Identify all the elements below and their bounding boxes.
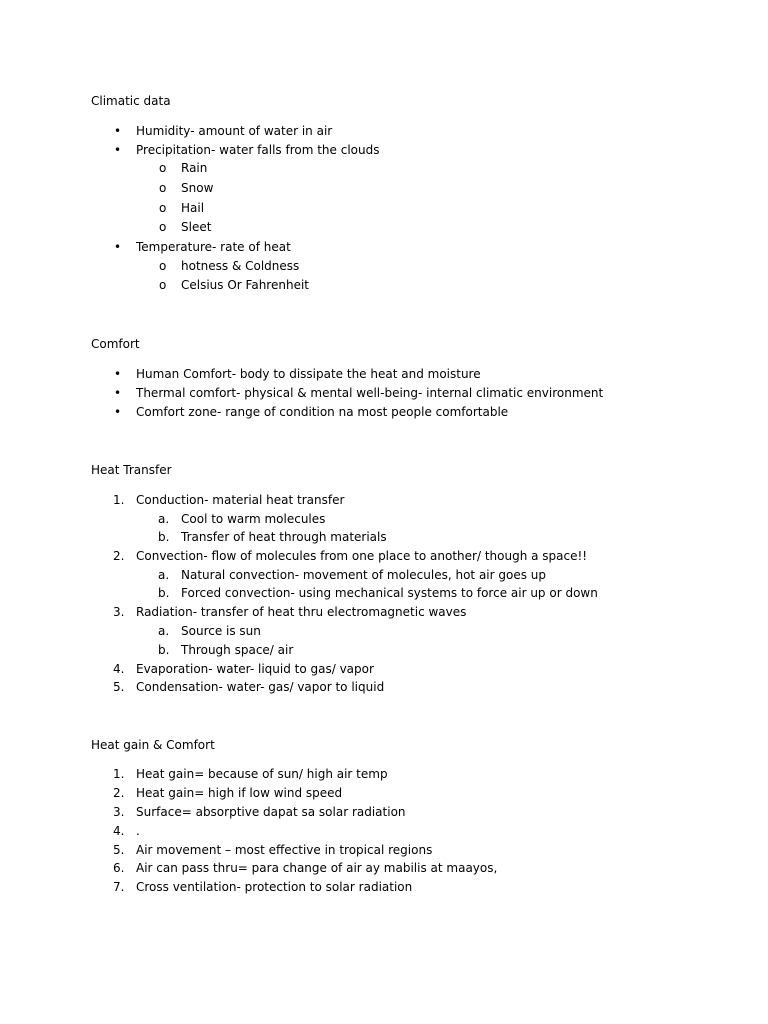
letter-marker: a. [158, 624, 170, 638]
number-marker: 4. [113, 824, 125, 838]
letter-marker: b. [158, 530, 170, 544]
list-item-text: Precipitation- water falls from the clouds [136, 143, 380, 157]
number-marker: 1. [113, 767, 125, 781]
list-item-text: Conduction- material heat transfer [136, 493, 345, 507]
sub-list-item-text: Hail [181, 201, 205, 215]
sub-list-item-text: Rain [181, 161, 208, 175]
list-item-text: Condensation- water- gas/ vapor to liquid [136, 680, 385, 694]
list-item-text: Air can pass thru= para change of air ay mabilis at maayos, [136, 861, 498, 875]
number-marker: 3. [113, 805, 125, 819]
sub-list-item-text: Sleet [181, 220, 212, 234]
sub-bullet-marker: o [159, 201, 167, 215]
bullet-marker: • [114, 405, 122, 419]
section-heading-comfort: Comfort [91, 337, 140, 351]
list-item-text: Comfort zone- range of condition na most people comfortable [136, 405, 509, 419]
letter-marker: b. [158, 586, 170, 600]
section-heading-climatic-data: Climatic data [91, 94, 171, 108]
number-marker: 7. [113, 880, 125, 894]
letter-marker: a. [158, 568, 170, 582]
sub-bullet-marker: o [159, 259, 167, 273]
sub-list-item-text: Snow [181, 181, 214, 195]
number-marker: 2. [113, 786, 125, 800]
list-item-text: Temperature- rate of heat [136, 240, 291, 254]
bullet-marker: • [114, 143, 122, 157]
sub-list-item-text: Source is sun [181, 624, 261, 638]
sub-list-item-text: Cool to warm molecules [181, 512, 326, 526]
list-item-text: Cross ventilation- protection to solar radiation [136, 880, 413, 894]
sub-bullet-marker: o [159, 278, 167, 292]
section-heading-heat-gain-comfort: Heat gain & Comfort [91, 738, 215, 752]
bullet-marker: • [114, 124, 122, 138]
list-item-text: Humidity- amount of water in air [136, 124, 333, 138]
number-marker: 5. [113, 843, 125, 857]
number-marker: 3. [113, 605, 125, 619]
sub-list-item-text: hotness & Coldness [181, 259, 300, 273]
bullet-marker: • [114, 240, 122, 254]
sub-bullet-marker: o [159, 161, 167, 175]
list-item-text: Human Comfort- body to dissipate the heat and moisture [136, 367, 481, 381]
letter-marker: b. [158, 643, 170, 657]
sub-bullet-marker: o [159, 220, 167, 234]
list-item-text: Surface= absorptive dapat sa solar radiation [136, 805, 406, 819]
list-item-text: Heat gain= high if low wind speed [136, 786, 343, 800]
list-item-text: Air movement – most effective in tropical regions [136, 843, 433, 857]
sub-bullet-marker: o [159, 181, 167, 195]
list-item-text: . [136, 824, 140, 838]
bullet-marker: • [114, 386, 122, 400]
list-item-text: Heat gain= because of sun/ high air temp [136, 767, 388, 781]
sub-list-item-text: Forced convection- using mechanical systems to force air up or down [181, 586, 598, 600]
number-marker: 6. [113, 861, 125, 875]
sub-list-item-text: Through space/ air [181, 643, 294, 657]
number-marker: 5. [113, 680, 125, 694]
number-marker: 2. [113, 549, 125, 563]
section-heading-heat-transfer: Heat Transfer [91, 463, 172, 477]
bullet-marker: • [114, 367, 122, 381]
list-item-text: Radiation- transfer of heat thru electromagnetic waves [136, 605, 467, 619]
list-item-text: Convection- flow of molecules from one place to another/ though a space!! [136, 549, 588, 563]
number-marker: 1. [113, 493, 125, 507]
letter-marker: a. [158, 512, 170, 526]
sub-list-item-text: Natural convection- movement of molecules, hot air goes up [181, 568, 547, 582]
list-item-text: Thermal comfort- physical & mental well-being- internal climatic environment [136, 386, 604, 400]
list-item-text: Evaporation- water- liquid to gas/ vapor [136, 662, 374, 676]
number-marker: 4. [113, 662, 125, 676]
sub-list-item-text: Transfer of heat through materials [181, 530, 387, 544]
sub-list-item-text: Celsius Or Fahrenheit [181, 278, 309, 292]
